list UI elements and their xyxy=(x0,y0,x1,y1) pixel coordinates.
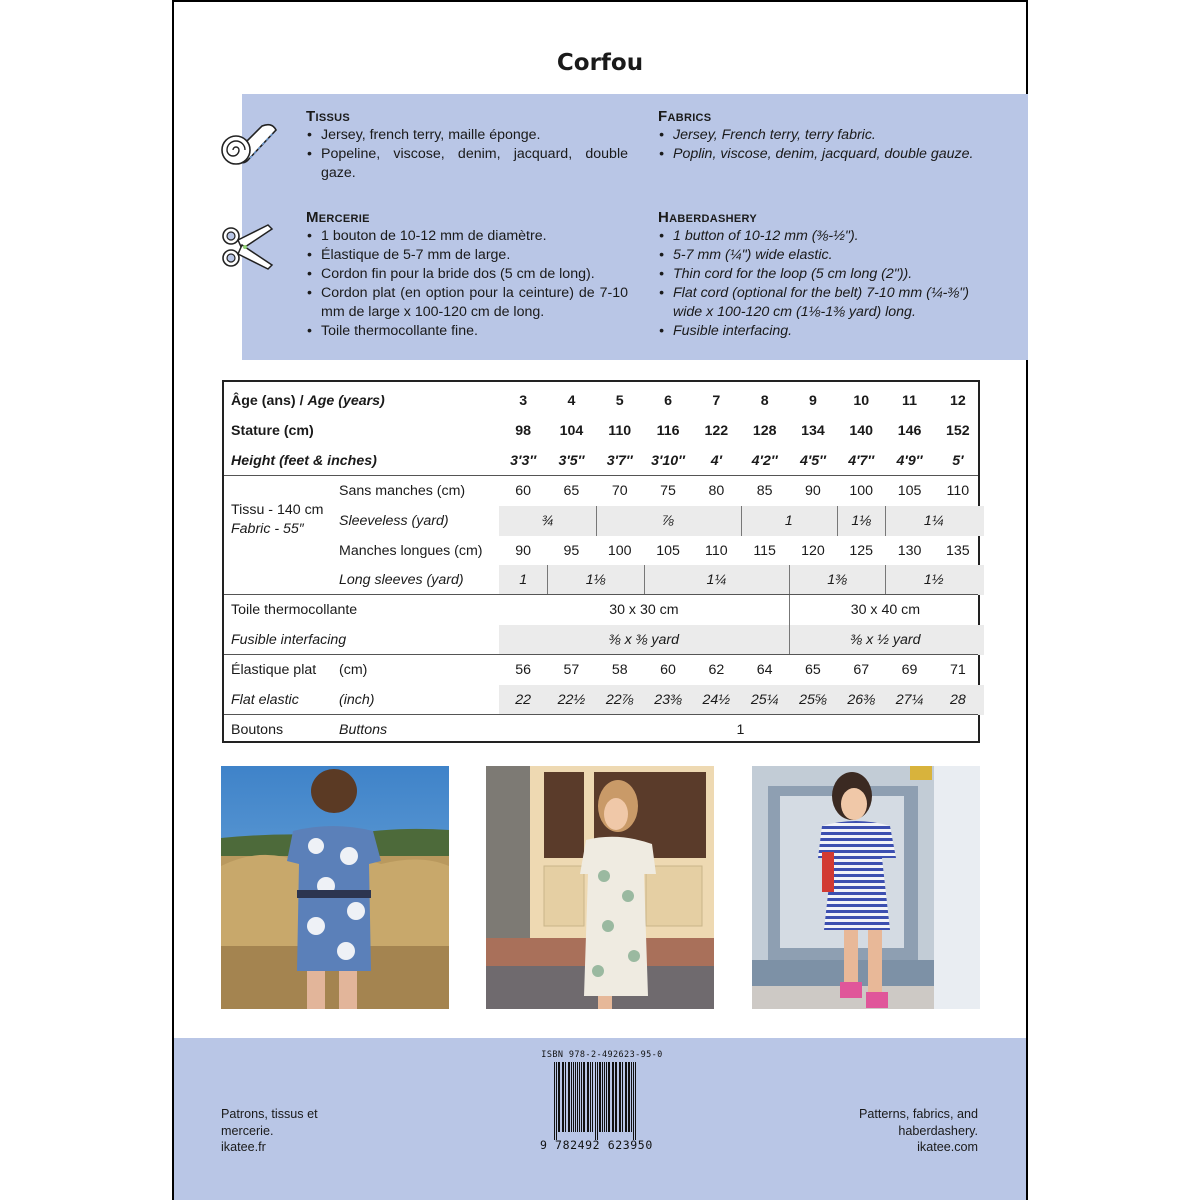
fabrics-en-heading: Fabrics xyxy=(658,108,712,125)
elastic-unit-inch: (inch) xyxy=(339,692,375,708)
height-value: 5′ xyxy=(952,452,964,469)
notions-fr-section xyxy=(306,209,628,341)
age-value: 3 xyxy=(519,393,528,409)
elastic-cm-value: 57 xyxy=(563,662,580,679)
longsleeve-yard-label: Long sleeves (yard) xyxy=(339,572,464,589)
materials-panel xyxy=(242,94,1028,360)
column-divider xyxy=(741,506,742,536)
age-value: 11 xyxy=(902,393,918,409)
longsleeve-yard-value: 1¼ xyxy=(706,572,727,589)
longsleeve-cm-value: 115 xyxy=(753,542,776,559)
sleeveless-cm-value: 70 xyxy=(611,482,628,499)
notions-fr-heading: Mercerie xyxy=(306,209,370,226)
footer-en-line: Patterns, fabrics, and xyxy=(858,1107,978,1121)
page-title: Corfou xyxy=(556,50,644,76)
longsleeve-cm-row xyxy=(224,536,978,566)
photo-pear-print-dress xyxy=(486,766,714,1009)
age-value: 4 xyxy=(567,393,576,409)
stature-value: 128 xyxy=(752,422,777,439)
age-value: 12 xyxy=(949,393,966,409)
column-divider xyxy=(644,565,645,595)
interfacing-label-en: Fusible interfacing xyxy=(231,632,347,649)
footer-band xyxy=(174,1038,1026,1200)
longsleeve-cm-value: 125 xyxy=(849,542,874,559)
height-value: 3′10″ xyxy=(651,452,685,469)
elastic-inch-value: 26⅜ xyxy=(847,692,876,708)
elastic-inch-value: 23⅜ xyxy=(654,692,682,708)
buttons-row xyxy=(224,715,978,745)
elastic-cm-value: 56 xyxy=(515,662,532,679)
buttons-value: 1 xyxy=(736,721,745,738)
column-divider xyxy=(596,506,597,536)
age-value: 6 xyxy=(664,393,672,409)
column-divider xyxy=(885,506,886,536)
height-value: 4′ xyxy=(710,452,722,469)
stature-value: 140 xyxy=(849,422,874,439)
sleeveless-yard-value: ⅞ xyxy=(662,512,674,529)
elastic-cm-row xyxy=(224,655,978,685)
height-value: 3′3″ xyxy=(510,452,537,469)
sleeveless-cm-value: 60 xyxy=(515,482,532,499)
interfacing-yard-value: ⅜ x ½ yard xyxy=(850,632,921,649)
elastic-cm-value: 67 xyxy=(853,662,870,679)
elastic-inch-value: 28 xyxy=(949,692,966,708)
notions-fr-item: • 1 bouton de 10-12 mm de diamètre. xyxy=(306,227,628,246)
sleeveless-cm-row xyxy=(224,476,978,506)
notions-en-item: • Flat cord (optional for the belt) 7-10 mm (¼-⅜") wide x 100-120 cm (1⅛-1⅜ yard) long. xyxy=(658,284,998,322)
stature-value: 134 xyxy=(801,422,825,439)
footer-fr xyxy=(221,1106,318,1156)
footer-fr-website: ikatee.fr xyxy=(221,1140,266,1154)
footer-fr-line: Patrons, tissus et xyxy=(221,1107,318,1121)
scissors-icon xyxy=(218,221,282,273)
height-value: 4′7″ xyxy=(848,452,875,469)
age-value: 5 xyxy=(615,393,624,409)
sleeveless-cm-value: 110 xyxy=(946,482,970,499)
longsleeve-cm-value: 135 xyxy=(946,542,970,559)
sleeveless-yard-label: Sleeveless (yard) xyxy=(339,512,449,529)
age-value: 8 xyxy=(760,393,769,409)
interfacing-label-fr: Toile thermocollante xyxy=(231,602,358,619)
elastic-inch-row xyxy=(224,685,978,715)
footer-en-line: haberdashery. xyxy=(898,1123,978,1138)
notions-en-item: • 5-7 mm (¼") wide elastic. xyxy=(658,246,998,265)
interfacing-cm-value: 30 x 40 cm xyxy=(850,602,921,619)
longsleeve-yard-value: 1 xyxy=(519,572,528,589)
stature-value: 146 xyxy=(897,422,922,439)
longsleeve-cm-value: 120 xyxy=(801,542,825,559)
elastic-cm-value: 64 xyxy=(756,662,773,679)
column-divider xyxy=(789,565,790,595)
elastic-cm-value: 62 xyxy=(708,662,725,679)
notions-en-heading: Haberdashery xyxy=(658,209,757,226)
elastic-inch-value: 24½ xyxy=(702,692,731,708)
sleeveless-yard-row xyxy=(224,506,978,536)
sleeveless-cm-label: Sans manches (cm) xyxy=(339,482,466,499)
notions-en-item: • Fusible interfacing. xyxy=(658,322,998,341)
sleeveless-yard-value: ¾ xyxy=(541,512,554,529)
sleeveless-yard-value: 1¼ xyxy=(923,512,944,529)
elastic-inch-value: 25⅝ xyxy=(799,692,827,708)
longsleeve-cm-value: 100 xyxy=(607,542,632,559)
age-label xyxy=(231,386,385,416)
footer-en xyxy=(859,1106,978,1156)
longsleeve-cm-value: 130 xyxy=(897,542,922,559)
column-divider xyxy=(837,506,838,536)
elastic-label-fr: Élastique plat xyxy=(231,662,317,679)
height-value: 4′2″ xyxy=(751,452,778,469)
age-row xyxy=(224,386,978,416)
notions-fr-item: • Cordon fin pour la bride dos (5 cm de long). xyxy=(306,265,628,284)
fabrics-en-item: • Jersey, French terry, terry fabric. xyxy=(658,126,1018,145)
longsleeve-yard-value: 1½ xyxy=(923,572,944,589)
longsleeve-yard-value: 1⅛ xyxy=(585,572,606,589)
stature-value: 152 xyxy=(946,422,970,439)
buttons-label-fr: Boutons xyxy=(231,721,284,738)
height-value: 4′9″ xyxy=(896,452,923,469)
column-divider xyxy=(789,625,790,655)
sleeveless-cm-value: 80 xyxy=(708,482,725,499)
height-label: Height (feet & inches) xyxy=(231,452,377,469)
sleeveless-cm-value: 100 xyxy=(849,482,874,499)
notions-en-section xyxy=(658,209,998,341)
stature-value: 122 xyxy=(704,422,729,439)
longsleeve-cm-value: 110 xyxy=(705,542,728,559)
column-divider xyxy=(885,565,886,595)
elastic-inch-value: 25¼ xyxy=(750,692,779,708)
longsleeve-yard-value: 1⅜ xyxy=(827,572,847,589)
notions-fr-item: • Élastique de 5-7 mm de large. xyxy=(306,246,628,265)
fabrics-en-section xyxy=(658,108,1018,164)
fabrics-fr-section xyxy=(306,108,628,183)
fabrics-fr-item: • Popeline, viscose, denim, jacquard, double gaze. xyxy=(306,145,628,183)
longsleeve-cm-value: 105 xyxy=(656,542,680,559)
size-chart-table xyxy=(222,380,980,743)
sleeveless-cm-value: 65 xyxy=(563,482,580,499)
photo-leaf-print-dress xyxy=(221,766,449,1009)
stature-value: 110 xyxy=(608,422,632,439)
elastic-cm-value: 60 xyxy=(660,662,676,679)
stature-row xyxy=(224,416,978,446)
column-divider xyxy=(547,565,548,595)
sleeveless-yard-value: 1⅛ xyxy=(851,512,872,529)
age-label-fr: Âge (ans) / xyxy=(231,393,308,409)
height-value: 3′7″ xyxy=(606,452,633,469)
elastic-inch-value: 22 xyxy=(515,692,532,708)
footer-en-website: ikatee.com xyxy=(917,1140,978,1154)
elastic-cm-value: 65 xyxy=(805,662,821,679)
buttons-label-en: Buttons xyxy=(339,721,388,738)
height-row xyxy=(224,446,978,476)
interfacing-cm-value: 30 x 30 cm xyxy=(609,602,679,619)
stature-value: 104 xyxy=(559,422,584,439)
longsleeve-cm-value: 95 xyxy=(563,542,580,559)
barcode-icon xyxy=(550,1062,654,1140)
longsleeve-cm-value: 90 xyxy=(515,542,532,559)
age-label-en: Age (years) xyxy=(307,393,385,409)
isbn-label: ISBN 978-2-492623-95-0 xyxy=(541,1050,663,1060)
height-value: 3′5″ xyxy=(558,452,585,469)
footer-fr-line: mercerie. xyxy=(221,1123,274,1138)
pattern-back-cover xyxy=(172,0,1028,1200)
fabrics-fr-item: • Jersey, french terry, maille éponge. xyxy=(306,126,628,145)
age-value: 10 xyxy=(853,393,870,409)
barcode-number: 9 782492 623950 xyxy=(540,1138,653,1152)
elastic-cm-value: 69 xyxy=(901,662,918,679)
elastic-label-en: Flat elastic xyxy=(231,692,299,708)
sleeveless-yard-value: 1 xyxy=(784,512,793,529)
notions-en-item: • Thin cord for the loop (5 cm long (2")). xyxy=(658,265,998,284)
photo-striped-dress xyxy=(752,766,980,1009)
longsleeve-cm-label: Manches longues (cm) xyxy=(339,542,483,559)
longsleeve-yard-row xyxy=(224,565,978,595)
elastic-inch-value: 22⅞ xyxy=(605,692,634,708)
sleeveless-cm-value: 105 xyxy=(897,482,922,499)
sleeveless-cm-value: 85 xyxy=(756,482,773,499)
fabric-group-en: Fabric - 55″ xyxy=(231,520,304,537)
stature-value: 98 xyxy=(515,422,532,439)
notions-en-item: • 1 button of 10-12 mm (⅜-½"). xyxy=(658,227,998,246)
sleeveless-cm-value: 75 xyxy=(660,482,676,499)
column-divider xyxy=(789,595,790,625)
height-value: 4′5″ xyxy=(799,452,826,469)
isbn-barcode xyxy=(538,1050,666,1152)
notions-fr-item: • Toile thermocollante fine. xyxy=(306,322,628,341)
elastic-inch-value: 27¼ xyxy=(895,692,924,708)
interfacing-yard-row xyxy=(224,625,978,655)
fabrics-fr-heading: Tissus xyxy=(306,108,350,125)
fabric-group-label xyxy=(231,501,324,539)
fabric-group-fr: Tissu - 140 cm xyxy=(231,501,324,518)
stature-value: 116 xyxy=(656,422,680,439)
interfacing-cm-row xyxy=(224,595,978,625)
stature-label: Stature (cm) xyxy=(231,422,314,439)
elastic-unit-cm: (cm) xyxy=(339,662,368,679)
elastic-cm-value: 58 xyxy=(611,662,628,679)
age-value: 9 xyxy=(809,393,817,409)
elastic-inch-value: 22½ xyxy=(557,692,586,708)
sleeveless-cm-value: 90 xyxy=(805,482,821,499)
fabric-roll-icon xyxy=(218,116,282,168)
fabrics-en-item: • Poplin, viscose, denim, jacquard, double gauze. xyxy=(658,145,1018,164)
elastic-cm-value: 71 xyxy=(949,662,966,679)
age-value: 7 xyxy=(712,393,721,409)
notions-fr-item: • Cordon plat (en option pour la ceinture) de 7-10 mm de large x 100-120 cm de long. xyxy=(306,284,628,322)
interfacing-yard-value: ⅜ x ⅜ yard xyxy=(608,632,679,649)
